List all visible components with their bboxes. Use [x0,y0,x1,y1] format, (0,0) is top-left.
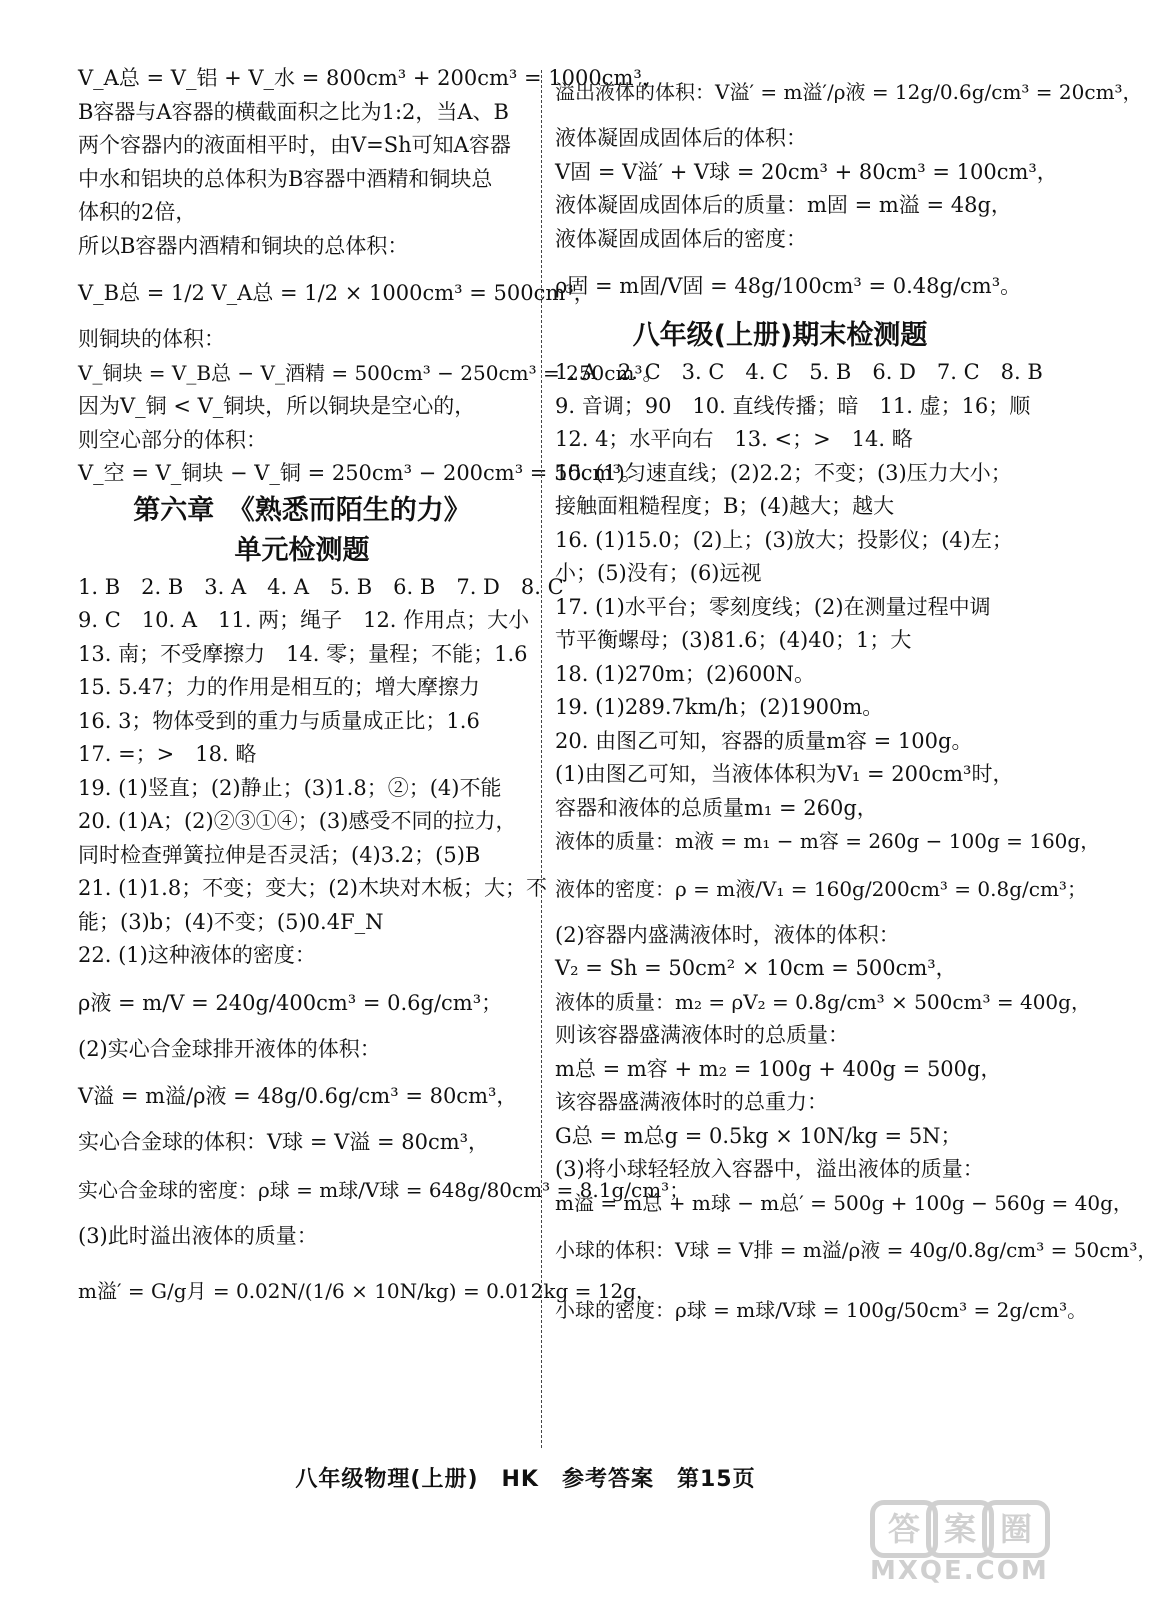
watermark-char: 案 [926,1500,994,1558]
watermark-logo [870,1500,1049,1590]
answer-line: 小；(5)没有；(6)远视 [555,561,762,585]
answer-line: 15. (1)匀速直线；(2)2.2；不变；(3)压力大小； [555,460,1012,485]
text-line: 两个容器内的液面相平时，由V=Sh可知A容器 [78,133,511,157]
text-line: 所以B容器内酒精和铜块的总体积： [78,233,409,258]
formula-line: V_空 = V_铜块 − V_铜 = 250cm³ − 200cm³ = 50cm³。 [78,461,642,485]
right-column [555,62,1157,1340]
answer-line: 19. (1)竖直；(2)静止；(3)1.8；②；(4)不能 [78,775,502,800]
answer-line: 1. A 2. C 3. C 4. C 5. B 6. D 7. C 8. B [555,360,1043,384]
text-line: 因为V_铜 < V_铜块，所以铜块是空心的， [78,394,476,418]
answer-line: 1. B 2. B 3. A 4. A 5. B 6. B 7. D 8. C [78,574,564,599]
chapter-title: 第六章 《熟悉而陌生的力》 [133,494,471,526]
text-line: V_A总 = V_铝 + V_水 = 800cm³ + 200cm³ = 1000cm³， [78,66,663,90]
answer-line: 16. (1)15.0；(2)上；(3)放大；投影仪；(4)左； [555,527,1013,552]
formula-line: 液体的密度：ρ = m液/V₁ = 160g/200cm³ = 0.8g/cm³； [555,876,1087,901]
answer-line: (2)容器内盛满液体时，液体的体积： [555,922,900,947]
formula-line: m溢′ = G/g月 = 0.02N/(1/6 × 10N/kg) = 0.012kg = 12g， [78,1279,656,1303]
answer-line: 接触面粗糙程度；B；(4)越大；越大 [555,494,895,518]
formula-line: G总 = m总g = 0.5kg × 10N/kg = 5N； [555,1123,962,1148]
text-line: 液体凝固成固体后的密度： [555,226,807,251]
page-footer: 八年级物理(上册) HK 参考答案 第15页 [295,1467,756,1492]
answer-line: 同时检查弹簧拉伸是否灵活；(4)3.2；(5)B [78,842,481,867]
answer-line: (2)实心合金球排开液体的体积： [78,1036,381,1061]
answer-line: 9. 音调；90 10. 直线传播；暗 11. 虚；16；顺 [555,393,1031,418]
answer-line: (1)由图乙可知，当液体体积为V₁ = 200cm³时， [555,762,1014,786]
watermark-char: 圈 [982,1500,1050,1558]
answer-line: (3)将小球轻轻放入容器中，溢出液体的质量： [555,1157,984,1181]
formula-line: V溢 = m溢/ρ液 = 48g/0.6g/cm³ = 80cm³， [78,1084,518,1108]
answer-line: 实心合金球的体积：V球 = V溢 = 80cm³， [78,1130,490,1154]
answer-line: 能；(3)b；(4)不变；(5)0.4F_N [78,909,384,934]
answer-line: (3)此时溢出液体的质量： [78,1223,318,1248]
answer-line: 容器和液体的总质量m₁ = 260g， [555,795,878,820]
answer-line: 20. 由图乙可知，容器的质量m容 = 100g。 [555,728,973,753]
formula-line: V_B总 = 1/2 V_A总 = 1/2 × 1000cm³ = 500cm³， [78,281,595,305]
answer-line: 9. C 10. A 11. 两；绳子 12. 作用点；大小 [78,608,530,632]
answer-line: 19. (1)289.7km/h；(2)1900m。 [555,695,884,719]
watermark-char: 答 [870,1500,938,1558]
answer-line: 18. (1)270m；(2)600N。 [555,661,816,686]
answer-line: 15. 5.47；力的作用是相互的；增大摩擦力 [78,675,480,699]
formula-line: 小球的密度：ρ球 = m球/V球 = 100g/50cm³ = 2g/cm³。 [555,1298,1088,1322]
answer-line: 该容器盛满液体时的总重力： [555,1090,828,1114]
answer-line: 16. 3；物体受到的重力与质量成正比；1.6 [78,708,480,733]
text-line: 则空心部分的体积： [78,427,267,452]
answer-line: 20. (1)A；(2)②③①④；(3)感受不同的拉力， [78,809,517,833]
text-line: 液体凝固成固体后的质量：m固 = m溢 = 48g， [555,193,1012,217]
formula-line: m溢 = m总 + m球 − m总′ = 500g + 100g − 560g = 40g， [555,1190,1133,1215]
formula-line: ρ液 = m/V = 240g/400cm³ = 0.6g/cm³； [78,990,503,1015]
formula-line: V_铜块 = V_B总 − V_酒精 = 500cm³ − 250cm³ = 250cm³。 [78,360,663,385]
formula-line: 液体的质量：m液 = m₁ − m容 = 260g − 100g = 160g， [555,829,1101,853]
exam-title: 八年级(上册)期末检测题 [632,320,928,351]
answer-line: 则该容器盛满液体时的总质量： [555,1023,849,1047]
answer-line: 节平衡螺母；(3)81.6；(4)40；1；大 [555,628,912,652]
answer-line: 21. (1)1.8；不变；变大；(2)木块对木板；大；不 [78,876,547,900]
watermark-text: MXQE.COM [870,1556,1049,1586]
answer-line: 22. (1)这种液体的密度： [78,943,316,967]
formula-line: 溢出液体的体积：V溢′ = m溢′/ρ液 = 12g/0.6g/cm³ = 20cm³， [555,80,1143,104]
answer-line: 13. 南；不受摩擦力 14. 零；量程；不能；1.6 [78,641,528,666]
formula-line: V₂ = Sh = 50cm² × 10cm = 500cm³， [555,956,957,980]
text-line: 液体凝固成固体后的体积： [555,126,807,150]
answer-line: 17. =；> 18. 略 [78,742,257,766]
text-line: B容器与A容器的横截面积之比为1:2，当A、B [78,99,509,124]
text-line: 中水和铝块的总体积为B容器中酒精和铜块总 [78,166,493,191]
text-line: 体积的2倍， [78,200,197,224]
chapter-subtitle: 单元检测题 [234,534,370,566]
formula-line: V固 = V溢′ + V球 = 20cm³ + 80cm³ = 100cm³， [555,159,1058,184]
formula-line: 实心合金球的密度：ρ球 = m球/V球 = 648g/80cm³ = 8.1g/cm³； [78,1177,690,1202]
formula-line: ρ固 = m固/V固 = 48g/100cm³ = 0.48g/cm³。 [555,274,1022,298]
column-divider [541,70,543,1448]
answer-line: 12. 4；水平向右 13. <；> 14. 略 [555,427,913,451]
answer-line: 17. (1)水平台；零刻度线；(2)在测量过程中调 [555,594,991,619]
formula-line: m总 = m容 + m₂ = 100g + 400g = 500g， [555,1056,1002,1081]
formula-line: 液体的质量：m₂ = ρV₂ = 0.8g/cm³ × 500cm³ = 400g， [555,989,1091,1014]
text-line: 则铜块的体积： [78,327,225,351]
formula-line: 小球的体积：V球 = V排 = m溢/ρ液 = 40g/0.8g/cm³ = 50cm³， [555,1238,1157,1262]
